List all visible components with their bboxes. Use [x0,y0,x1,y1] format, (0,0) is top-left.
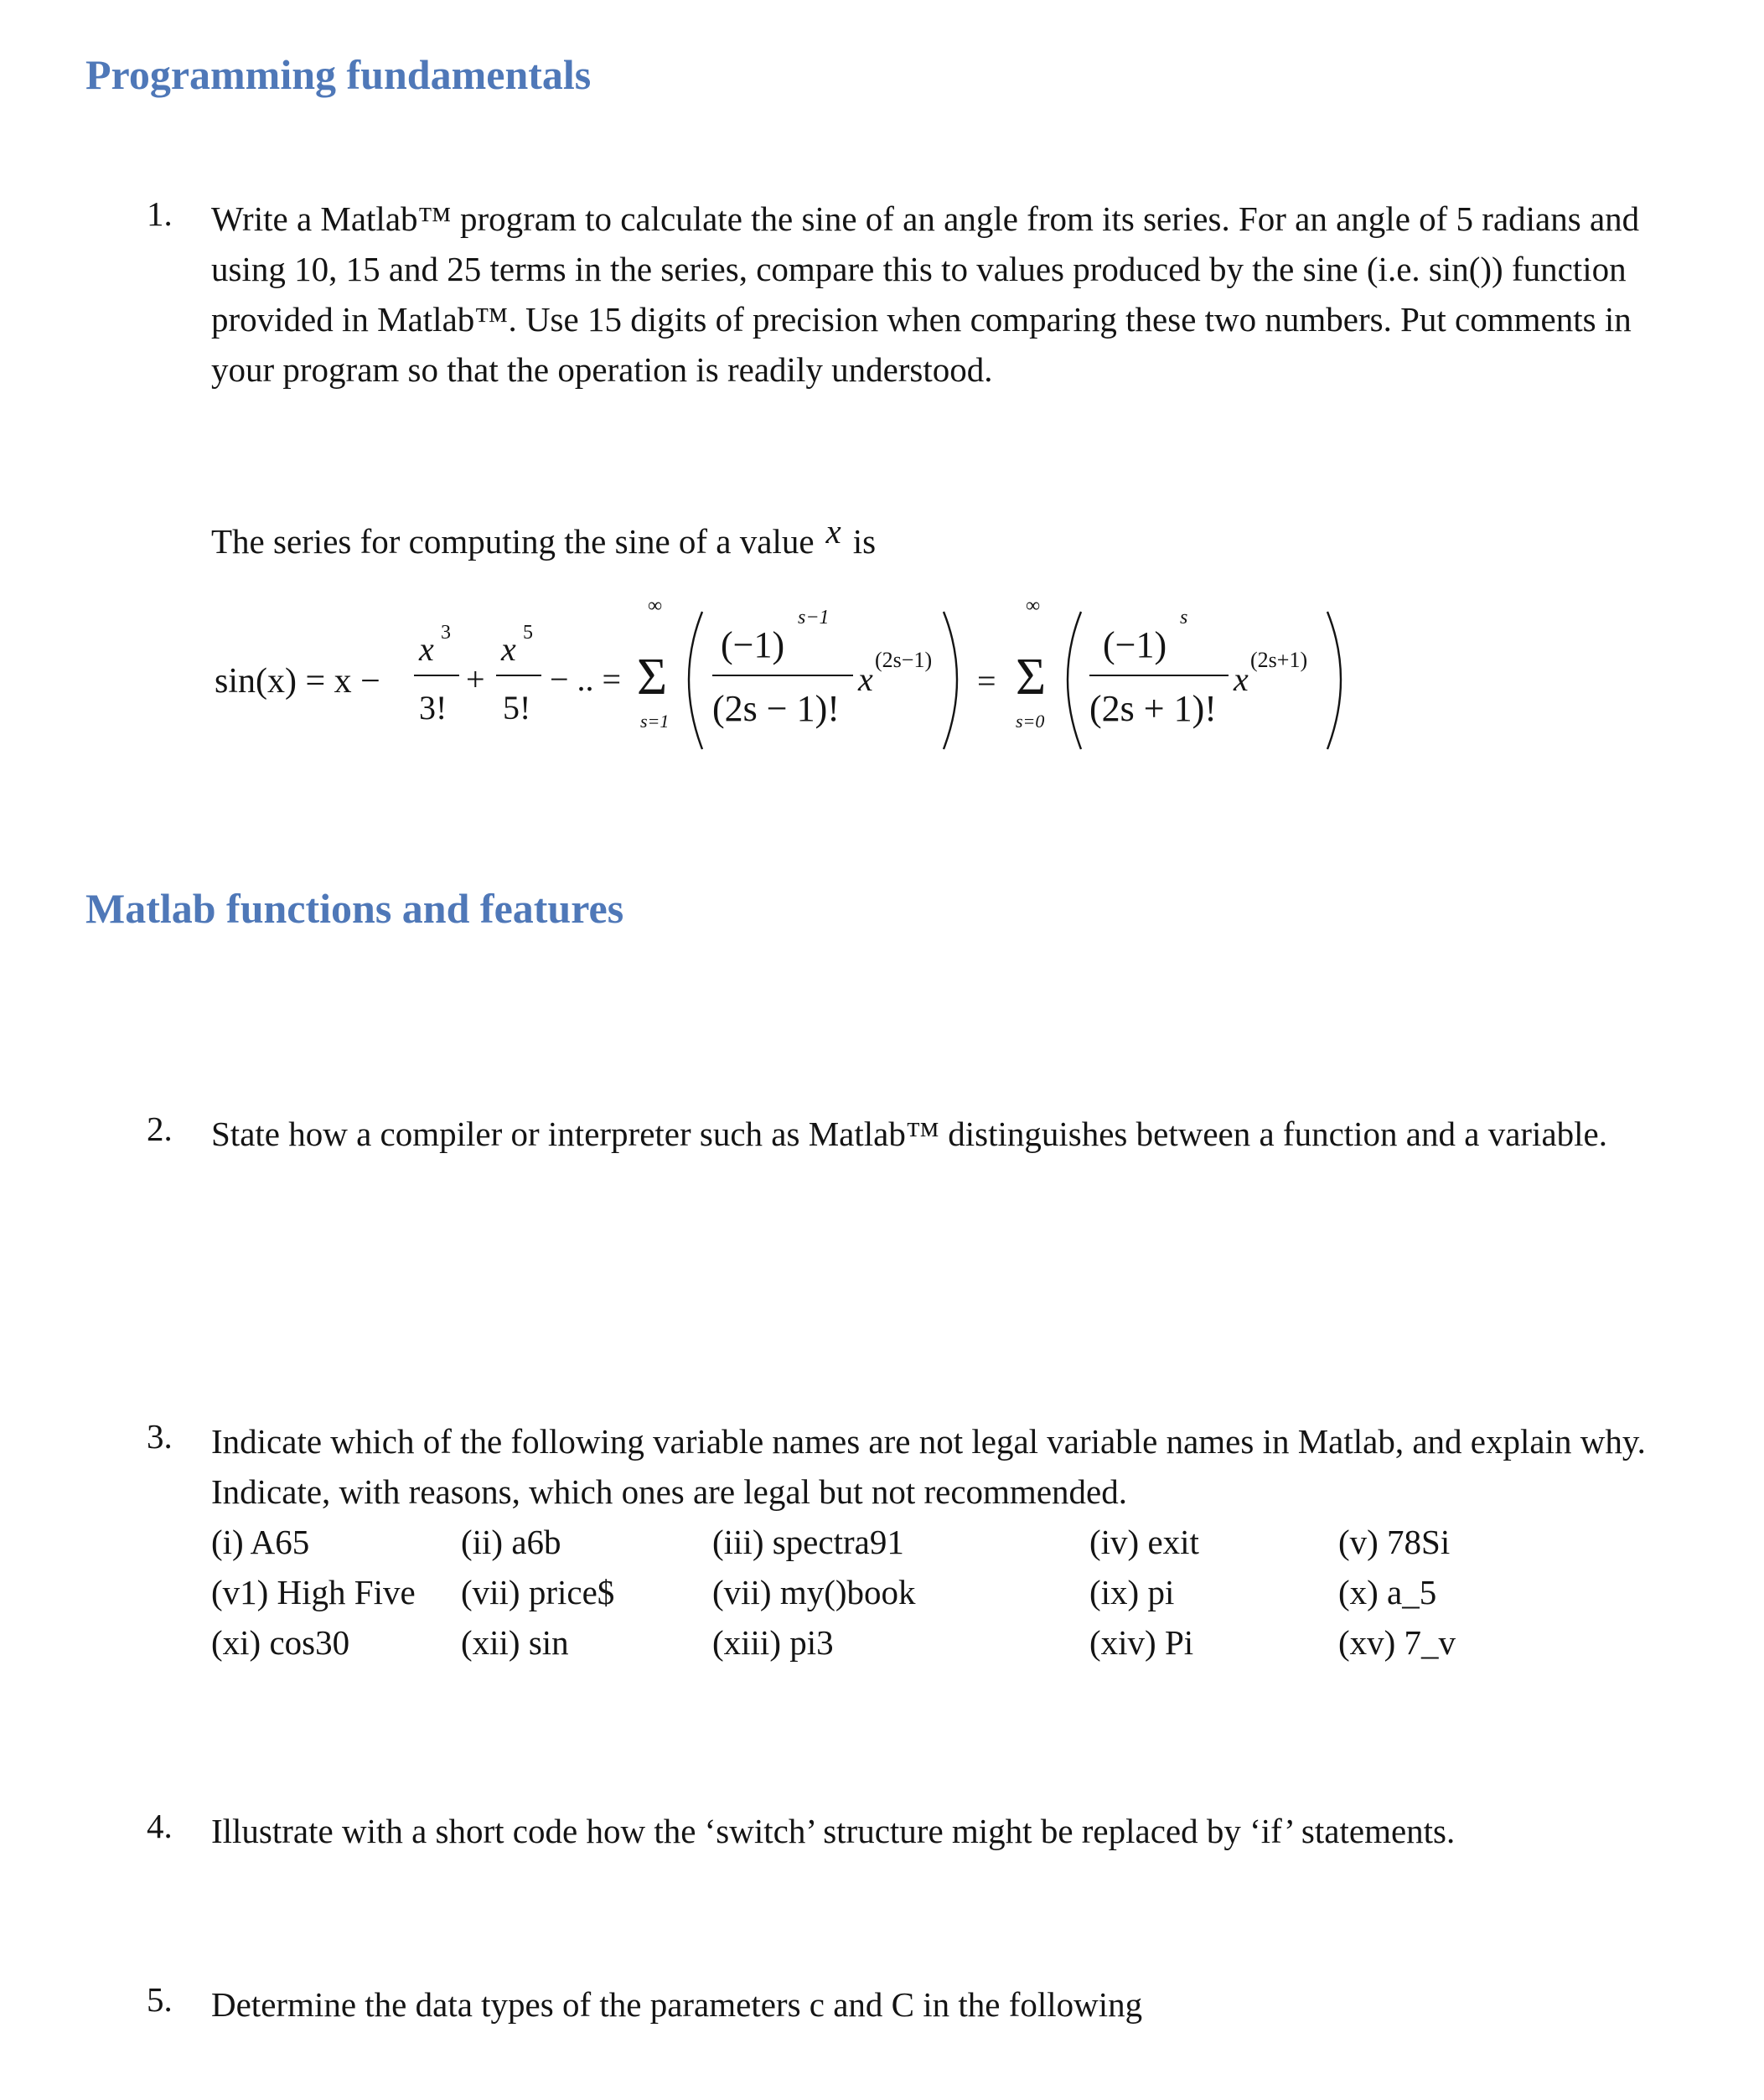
sum2-upper-limit: ∞ [1026,595,1041,617]
sum2-x-exponent: (2s+1) [1250,648,1308,672]
sum1-x: x [858,660,873,698]
sum2-x: x [1234,660,1249,698]
question-4-number: 4. [147,1807,173,1845]
sum1-left-paren [689,612,702,749]
sum1-numerator-exponent: s−1 [798,607,830,628]
variable-option: (v1) High Five [211,1573,416,1611]
section-heading-matlab-functions: Matlab functions and features [85,885,624,932]
sum2-left-paren [1068,612,1081,749]
sum2-sigma: Σ [1016,649,1047,706]
term2-numerator: x [501,630,516,668]
sum2-right-paren [1327,612,1341,749]
variable-option: (xii) sin [461,1623,569,1662]
variable-option: (iv) exit [1089,1523,1199,1561]
sum1-numerator: (−1) [721,624,785,665]
section-heading-programming-fundamentals: Programming fundamentals [85,51,592,98]
question-5-number: 5. [147,1980,173,2019]
question-2-text: State how a compiler or interpreter such as Matlab™ distinguishes between a function and a variable. [211,1115,1607,1153]
sum1-x-exponent: (2s−1) [875,648,933,672]
sine-series-formula [0,587,1764,779]
term1-numerator: x [419,630,434,668]
question-1-number: 1. [147,194,173,233]
variable-option: (xiii) pi3 [712,1623,834,1662]
sum1-lower-limit: s=1 [640,711,670,732]
variable-option: (ii) a6b [461,1523,561,1561]
sum2-denominator: (2s + 1)! [1089,688,1217,729]
sum2-lower-limit: s=0 [1016,711,1045,732]
variable-option: (ix) pi [1089,1573,1175,1611]
sum2-numerator-exponent: s [1180,607,1188,628]
formula-plus: + [466,660,485,698]
sum1-upper-limit: ∞ [648,595,663,617]
series-variable: x [825,512,841,551]
question-2-number: 2. [147,1109,173,1148]
formula-lhs: sin(x) = x − [215,662,380,701]
question-3-number: 3. [147,1417,173,1456]
series-intro [211,512,877,561]
variable-option: (vii) my()book [712,1573,916,1611]
sum2-numerator: (−1) [1103,624,1167,665]
sum1-denominator: (2s − 1)! [712,688,840,729]
variable-option: (v) 78Si [1338,1523,1451,1561]
series-intro-text: The series for computing the sine of a value [211,522,815,561]
sum1-right-paren [944,612,957,749]
variable-option: (iii) spectra91 [712,1523,904,1561]
formula-dots-equals: − .. = [550,660,622,698]
variable-option: (xv) 7_v [1338,1623,1456,1662]
variable-option: (xiv) Pi [1089,1623,1194,1662]
variable-option: (x) a_5 [1338,1573,1437,1611]
term2-exponent: 5 [523,622,533,644]
variable-option: (vii) price$ [461,1573,615,1611]
term2-denominator: 5! [503,689,531,727]
variable-option: (i) A65 [211,1523,310,1561]
term1-denominator: 3! [419,689,447,727]
variable-option: (xi) cos30 [211,1623,350,1662]
question-3-text: Indicate which of the following variable names are not legal variable names in Matlab, and explain why. Indicate, with reasons, which ones are legal but not recommended. [211,1422,1646,1511]
term1-exponent: 3 [441,622,451,644]
series-intro-end: is [852,522,877,561]
question-1-text: Write a Matlab™ program to calculate the sine of an angle from its series. For an angle of 5 radians and using 10, 15 and 25 terms in the series, compare this to values produced by the sine (i.e. sin()) function provided in Matlab™. Use 15 digits of precision when comparing these two numbers. Put comments in your program so that the operation is readily understood. [211,199,1640,389]
question-4-text: Illustrate with a short code how the ‘switch’ structure might be replaced by ‘if’ statements. [211,1812,1456,1850]
sum1-sigma: Σ [637,649,668,706]
question-5-text: Determine the data types of the parameters c and C in the following [211,1985,1143,2024]
formula-equals: = [977,662,996,700]
